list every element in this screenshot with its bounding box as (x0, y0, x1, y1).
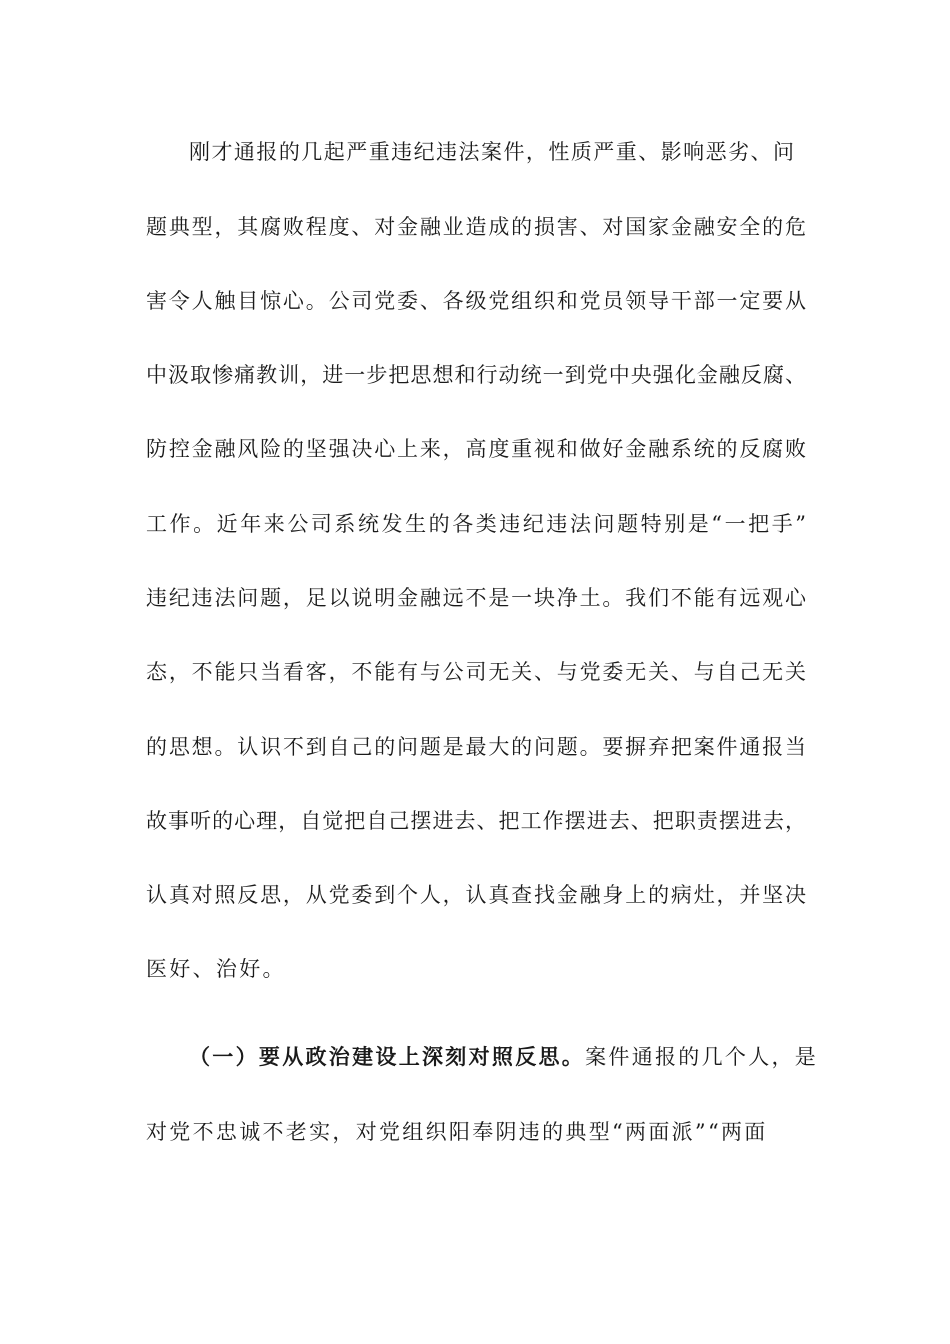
section-line-2: 对党不忠诚不老实，对党组织阳奉阴违的典型“两面派”“两面 (146, 1120, 768, 1144)
paragraph-line-9: 的思想。认识不到自己的问题是最大的问题。要摒弃把案件通报当 (146, 735, 806, 759)
paragraph-line-2: 题典型，其腐败程度、对金融业造成的损害、对国家金融安全的危 (146, 215, 806, 239)
paragraph-line-3: 害令人触目惊心。公司党委、各级党组织和党员领导干部一定要从 (146, 289, 806, 313)
section-text: 案件通报的几个人，是 (585, 1045, 819, 1069)
paragraph-line-6: 工作。近年来公司系统发生的各类违纪违法问题特别是“一把手” (146, 512, 806, 536)
paragraph-line-11: 认真对照反思，从党委到个人，认真查找金融身上的病灶，并坚决 (146, 883, 806, 907)
paragraph-line-10: 故事听的心理，自觉把自己摆进去、把工作摆进去、把职责摆进去， (146, 809, 806, 833)
paragraph-line-1: 刚才通报的几起严重违纪违法案件，性质严重、影响恶劣、问 (189, 140, 794, 164)
paragraph-line-7: 违纪违法问题，足以说明金融远不是一块净土。我们不能有远观心 (146, 586, 806, 610)
paragraph-line-4: 中汲取惨痛教训，进一步把思想和行动统一到党中央强化金融反腐、 (146, 363, 806, 387)
section-heading: （一）要从政治建设上深刻对照反思。 (189, 1044, 586, 1069)
paragraph-line-12: 医好、治好。 (146, 957, 286, 981)
paragraph-line-8: 态，不能只当看客，不能有与公司无关、与党委无关、与自己无关 (146, 660, 806, 684)
paragraph-line-5: 防控金融风险的坚强决心上来，高度重视和做好金融系统的反腐败 (146, 437, 806, 461)
section-heading-line (189, 1041, 819, 1073)
